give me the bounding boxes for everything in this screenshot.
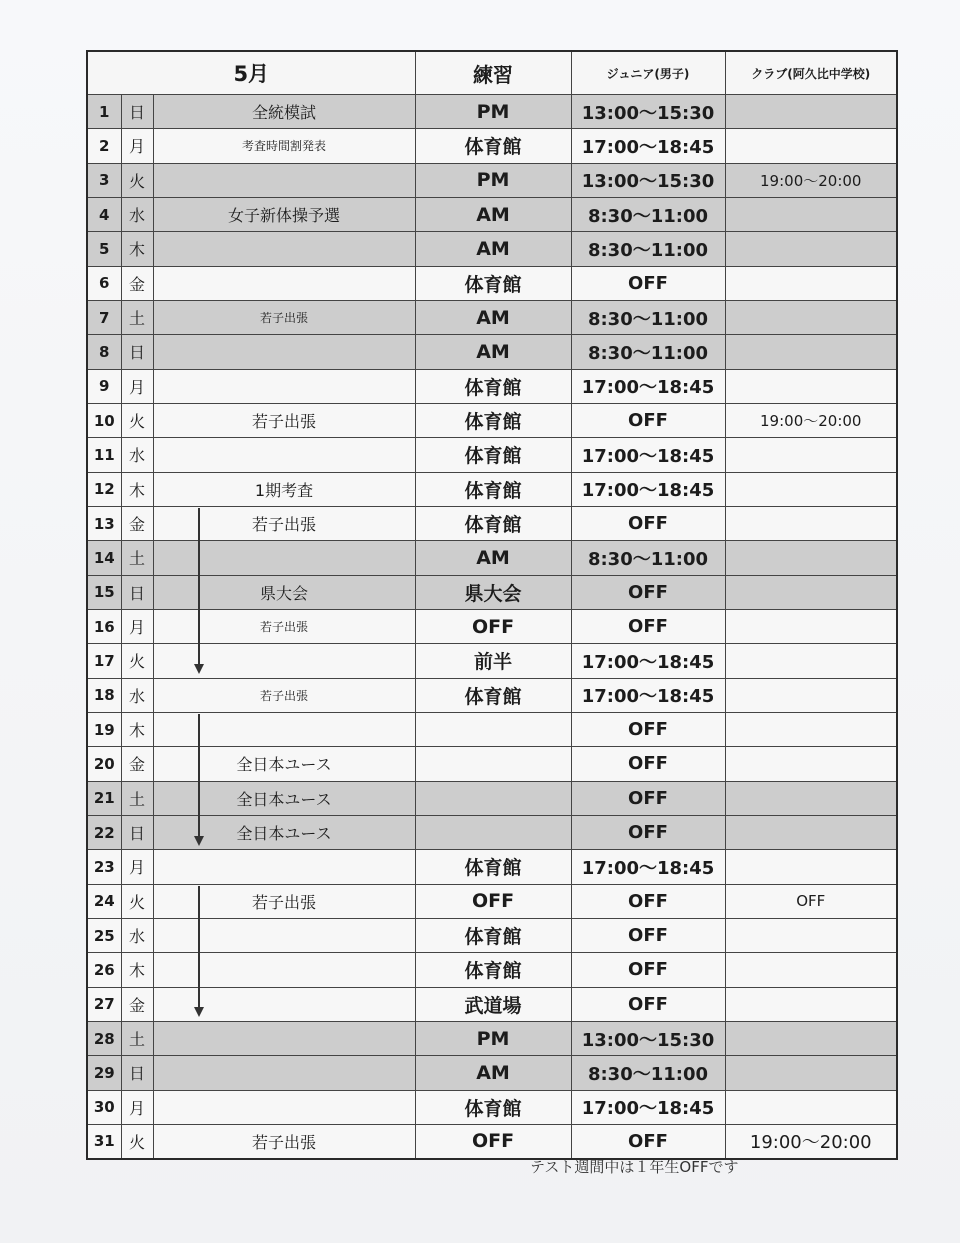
club-time-cell	[725, 953, 897, 987]
event-cell: 全日本ユース	[153, 747, 415, 781]
day-number-cell: 10	[87, 403, 121, 437]
practice-cell: 体育館	[415, 678, 571, 712]
practice-cell	[415, 781, 571, 815]
practice-cell	[415, 747, 571, 781]
junior-time-cell: 8:30〜11:00	[571, 1056, 725, 1090]
practice-cell: OFF	[415, 884, 571, 918]
junior-time-cell: OFF	[571, 403, 725, 437]
practice-cell: 体育館	[415, 266, 571, 300]
event-cell	[153, 1090, 415, 1124]
weekday-cell: 火	[121, 403, 153, 437]
schedule-row	[87, 300, 897, 334]
day-number-cell: 26	[87, 953, 121, 987]
weekday-cell: 日	[121, 95, 153, 129]
practice-cell: 県大会	[415, 575, 571, 609]
event-cell: 全日本ユース	[153, 815, 415, 849]
day-number-cell: 22	[87, 815, 121, 849]
weekday-cell: 金	[121, 747, 153, 781]
day-number-cell: 23	[87, 850, 121, 884]
junior-time-cell: 8:30〜11:00	[571, 300, 725, 334]
junior-time-cell: 8:30〜11:00	[571, 232, 725, 266]
schedule-row	[87, 541, 897, 575]
schedule-row	[87, 987, 897, 1021]
month-header: 5月	[87, 51, 415, 95]
weekday-cell: 月	[121, 609, 153, 643]
junior-time-cell: 17:00〜18:45	[571, 1090, 725, 1124]
club-time-cell	[725, 712, 897, 746]
schedule-row	[87, 781, 897, 815]
schedule-row	[87, 403, 897, 437]
day-number-cell: 11	[87, 438, 121, 472]
schedule-row	[87, 918, 897, 952]
club-time-cell	[725, 335, 897, 369]
club-time-cell	[725, 987, 897, 1021]
club-time-cell	[725, 197, 897, 231]
practice-cell: AM	[415, 335, 571, 369]
practice-cell: 武道場	[415, 987, 571, 1021]
weekday-cell: 火	[121, 884, 153, 918]
event-cell	[153, 163, 415, 197]
weekday-cell: 金	[121, 987, 153, 1021]
club-time-cell	[725, 369, 897, 403]
schedule-row	[87, 815, 897, 849]
schedule-row	[87, 1124, 897, 1159]
day-number-cell: 29	[87, 1056, 121, 1090]
practice-cell: OFF	[415, 609, 571, 643]
event-cell: 1期考査	[153, 472, 415, 506]
weekday-cell: 日	[121, 335, 153, 369]
day-number-cell: 18	[87, 678, 121, 712]
practice-cell	[415, 712, 571, 746]
day-number-cell: 28	[87, 1021, 121, 1055]
weekday-cell: 月	[121, 369, 153, 403]
club-time-cell	[725, 266, 897, 300]
weekday-cell: 土	[121, 300, 153, 334]
schedule-row	[87, 850, 897, 884]
day-number-cell: 27	[87, 987, 121, 1021]
junior-time-cell: 8:30〜11:00	[571, 541, 725, 575]
day-number-cell: 16	[87, 609, 121, 643]
schedule-row	[87, 506, 897, 540]
day-number-cell: 12	[87, 472, 121, 506]
weekday-cell: 日	[121, 575, 153, 609]
schedule-row	[87, 712, 897, 746]
weekday-cell: 金	[121, 506, 153, 540]
practice-cell: 体育館	[415, 438, 571, 472]
junior-time-cell: 17:00〜18:45	[571, 850, 725, 884]
weekday-cell: 水	[121, 438, 153, 472]
junior-header: ジュニア(男子)	[571, 51, 725, 95]
junior-time-cell: 13:00〜15:30	[571, 95, 725, 129]
club-time-cell	[725, 472, 897, 506]
day-number-cell: 3	[87, 163, 121, 197]
day-number-cell: 7	[87, 300, 121, 334]
junior-time-cell: OFF	[571, 747, 725, 781]
junior-time-cell: 17:00〜18:45	[571, 369, 725, 403]
club-time-cell	[725, 300, 897, 334]
weekday-cell: 火	[121, 644, 153, 678]
down-arrow-icon	[193, 714, 205, 845]
day-number-cell: 20	[87, 747, 121, 781]
schedule-row	[87, 1021, 897, 1055]
schedule-row	[87, 1090, 897, 1124]
schedule-row	[87, 953, 897, 987]
schedule-row	[87, 678, 897, 712]
event-cell: 若子出張	[153, 403, 415, 437]
practice-cell: 体育館	[415, 1090, 571, 1124]
club-time-cell: OFF	[725, 884, 897, 918]
junior-time-cell: 17:00〜18:45	[571, 644, 725, 678]
schedule-row	[87, 232, 897, 266]
event-cell	[153, 1056, 415, 1090]
schedule-row	[87, 197, 897, 231]
day-number-cell: 25	[87, 918, 121, 952]
practice-cell: 体育館	[415, 129, 571, 163]
practice-cell: 体育館	[415, 403, 571, 437]
event-cell	[153, 438, 415, 472]
day-number-cell: 5	[87, 232, 121, 266]
practice-cell: 体育館	[415, 506, 571, 540]
junior-time-cell: OFF	[571, 712, 725, 746]
day-number-cell: 24	[87, 884, 121, 918]
junior-time-cell: 8:30〜11:00	[571, 335, 725, 369]
event-cell	[153, 335, 415, 369]
practice-cell	[415, 815, 571, 849]
club-time-cell	[725, 1056, 897, 1090]
junior-time-cell: 17:00〜18:45	[571, 129, 725, 163]
practice-cell: PM	[415, 163, 571, 197]
club-time-cell	[725, 918, 897, 952]
club-time-cell: 19:00〜20:00	[725, 163, 897, 197]
club-time-cell	[725, 815, 897, 849]
weekday-cell: 日	[121, 1056, 153, 1090]
schedule-row	[87, 369, 897, 403]
schedule-row	[87, 884, 897, 918]
practice-header: 練習	[415, 51, 571, 95]
practice-cell: 体育館	[415, 369, 571, 403]
club-time-cell	[725, 1021, 897, 1055]
event-cell: 県大会	[153, 575, 415, 609]
weekday-cell: 水	[121, 918, 153, 952]
header-row	[87, 51, 897, 95]
weekday-cell: 木	[121, 953, 153, 987]
event-cell	[153, 1021, 415, 1055]
weekday-cell: 水	[121, 678, 153, 712]
schedule-row	[87, 609, 897, 643]
club-time-cell	[725, 95, 897, 129]
schedule-row	[87, 129, 897, 163]
club-time-cell	[725, 1090, 897, 1124]
day-number-cell: 2	[87, 129, 121, 163]
day-number-cell: 14	[87, 541, 121, 575]
practice-cell: AM	[415, 541, 571, 575]
down-arrow-icon	[193, 508, 205, 674]
event-cell: 全日本ユース	[153, 781, 415, 815]
weekday-cell: 木	[121, 232, 153, 266]
weekday-cell: 火	[121, 1124, 153, 1159]
schedule-row	[87, 644, 897, 678]
event-cell: 全統模試	[153, 95, 415, 129]
day-number-cell: 17	[87, 644, 121, 678]
event-cell: 若子出張	[153, 678, 415, 712]
junior-time-cell: OFF	[571, 575, 725, 609]
down-arrow-icon	[193, 886, 205, 1017]
event-cell	[153, 266, 415, 300]
day-number-cell: 6	[87, 266, 121, 300]
schedule-row	[87, 163, 897, 197]
practice-cell: AM	[415, 300, 571, 334]
junior-time-cell: OFF	[571, 918, 725, 952]
club-time-cell: 19:00〜20:00	[725, 1124, 897, 1159]
junior-time-cell: OFF	[571, 506, 725, 540]
day-number-cell: 19	[87, 712, 121, 746]
day-number-cell: 8	[87, 335, 121, 369]
weekday-cell: 金	[121, 266, 153, 300]
club-time-cell	[725, 438, 897, 472]
day-number-cell: 1	[87, 95, 121, 129]
club-header: クラブ(阿久比中学校)	[725, 51, 897, 95]
weekday-cell: 水	[121, 197, 153, 231]
weekday-cell: 火	[121, 163, 153, 197]
junior-time-cell: 13:00〜15:30	[571, 163, 725, 197]
schedule-row	[87, 266, 897, 300]
club-time-cell	[725, 747, 897, 781]
weekday-cell: 月	[121, 1090, 153, 1124]
club-time-cell	[725, 232, 897, 266]
practice-cell: 体育館	[415, 918, 571, 952]
club-time-cell	[725, 575, 897, 609]
weekday-cell: 月	[121, 129, 153, 163]
weekday-cell: 月	[121, 850, 153, 884]
day-number-cell: 9	[87, 369, 121, 403]
day-number-cell: 4	[87, 197, 121, 231]
practice-cell: AM	[415, 1056, 571, 1090]
weekday-cell: 日	[121, 815, 153, 849]
event-cell: 若子出張	[153, 300, 415, 334]
footnote: テスト週間中は１年生OFFです	[530, 1158, 739, 1176]
club-time-cell	[725, 506, 897, 540]
schedule-row	[87, 335, 897, 369]
day-number-cell: 21	[87, 781, 121, 815]
junior-time-cell: 17:00〜18:45	[571, 678, 725, 712]
junior-time-cell: OFF	[571, 1124, 725, 1159]
schedule-row	[87, 472, 897, 506]
club-time-cell	[725, 129, 897, 163]
practice-cell: AM	[415, 232, 571, 266]
schedule-row	[87, 575, 897, 609]
club-time-cell	[725, 609, 897, 643]
event-cell: 若子出張	[153, 1124, 415, 1159]
junior-time-cell: OFF	[571, 609, 725, 643]
junior-time-cell: 17:00〜18:45	[571, 438, 725, 472]
junior-time-cell: OFF	[571, 815, 725, 849]
junior-time-cell: OFF	[571, 953, 725, 987]
practice-cell: OFF	[415, 1124, 571, 1159]
club-time-cell: 19:00〜20:00	[725, 403, 897, 437]
weekday-cell: 木	[121, 712, 153, 746]
junior-time-cell: OFF	[571, 266, 725, 300]
day-number-cell: 13	[87, 506, 121, 540]
practice-cell: 体育館	[415, 953, 571, 987]
schedule-row	[87, 438, 897, 472]
event-cell	[153, 232, 415, 266]
practice-cell: 体育館	[415, 850, 571, 884]
junior-time-cell: 13:00〜15:30	[571, 1021, 725, 1055]
weekday-cell: 土	[121, 541, 153, 575]
day-number-cell: 30	[87, 1090, 121, 1124]
junior-time-cell: 8:30〜11:00	[571, 197, 725, 231]
weekday-cell: 土	[121, 781, 153, 815]
event-cell: 若子出張	[153, 609, 415, 643]
schedule-row	[87, 95, 897, 129]
club-time-cell	[725, 678, 897, 712]
club-time-cell	[725, 644, 897, 678]
weekday-cell: 木	[121, 472, 153, 506]
junior-time-cell: OFF	[571, 884, 725, 918]
club-time-cell	[725, 850, 897, 884]
day-number-cell: 15	[87, 575, 121, 609]
junior-time-cell: OFF	[571, 781, 725, 815]
event-cell: 若子出張	[153, 506, 415, 540]
practice-cell: AM	[415, 197, 571, 231]
event-cell	[153, 369, 415, 403]
event-cell	[153, 850, 415, 884]
event-cell: 若子出張	[153, 884, 415, 918]
schedule-row	[87, 747, 897, 781]
practice-cell: 前半	[415, 644, 571, 678]
junior-time-cell: OFF	[571, 987, 725, 1021]
day-number-cell: 31	[87, 1124, 121, 1159]
schedule-table	[86, 50, 898, 1160]
junior-time-cell: 17:00〜18:45	[571, 472, 725, 506]
club-time-cell	[725, 781, 897, 815]
event-cell: 考査時間割発表	[153, 129, 415, 163]
schedule-row	[87, 1056, 897, 1090]
weekday-cell: 土	[121, 1021, 153, 1055]
practice-cell: PM	[415, 95, 571, 129]
practice-cell: PM	[415, 1021, 571, 1055]
club-time-cell	[725, 541, 897, 575]
event-cell: 女子新体操予選	[153, 197, 415, 231]
practice-cell: 体育館	[415, 472, 571, 506]
